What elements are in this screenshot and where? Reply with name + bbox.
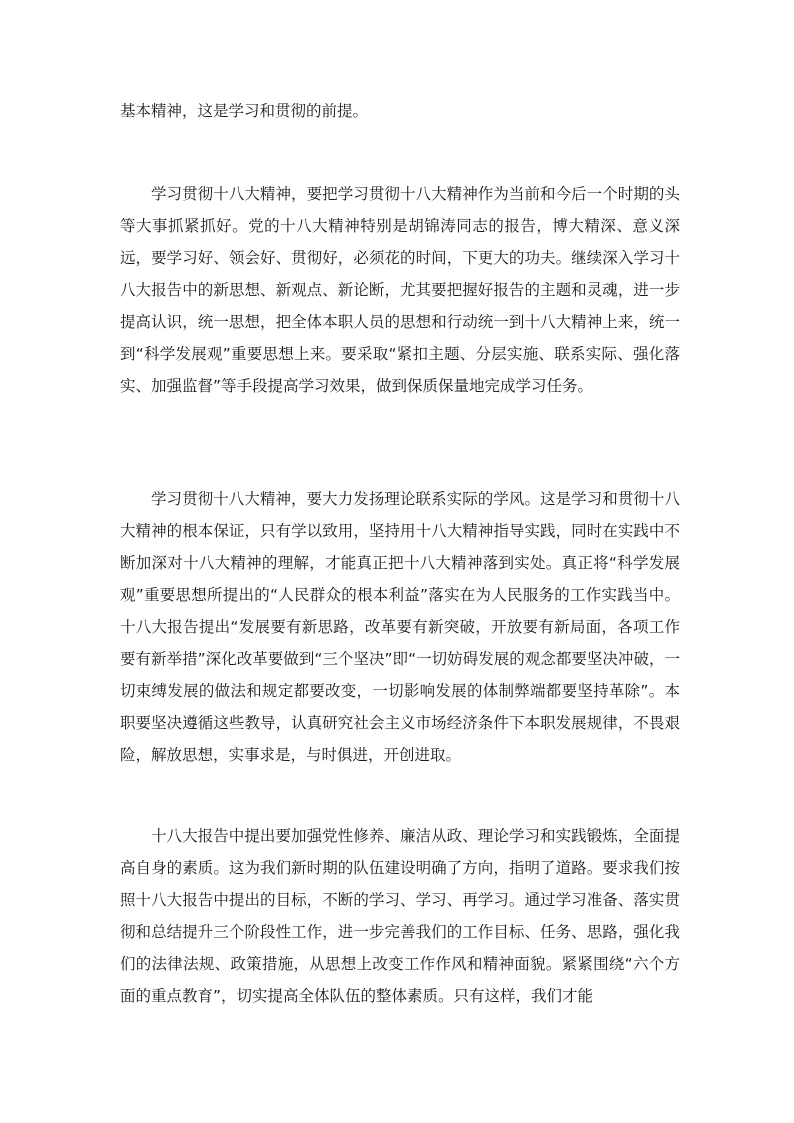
paragraph-theory-practice: 学习贯彻十八大精神，要大力发扬理论联系实际的学风。这是学习和贯彻十八大精神的根本保证，只有学以致用，坚持用十八大精神指导实践，同时在实践中不断加深对十八大精神的理解，才能真正把十八大精神落到实处。真正将“科学发展观”重要思想所提出的“人民群众的根本利益”落实在为人民服务的工作实践当中。十八大报告提出“发展要有新思路，改革要有新突破，开放要有新局面，各项工作要有新举措”深化改革要做到“三个坚决”即“一切妨碍发展的观念都要坚决冲破，一切束缚发展的做法和规定都要改变，一切影响发展的体制弊端都要坚持革除”。本职要坚决遵循这些教导，认真研究社会主义市场经济条件下本职发展规律，不畏艰险，解放思想，实事求是，与时俱进，开创进取。 [120,490,680,764]
paragraph-study-priority: 学习贯彻十八大精神，要把学习贯彻十八大精神作为当前和今后一个时期的头等大事抓紧抓好。党的十八大精神特别是胡锦涛同志的报告，博大精深、意义深远，要学习好、领会好、贯彻好，必须花的时间，下更大的功夫。继续深入学习十八大报告中的新思想、新观点、新论断，尤其要把握好报告的主题和灵魂，进一步提高认识，统一思想，把全体本职人员的思想和行动统一到十八大精神上来，统一到“科学发展观”重要思想上来。要采取“紧扣主题、分层实施、联系实际、强化落实、加强监督”等手段提高学习效果，做到保质保量地完成学习任务。 [120,185,680,395]
paragraph-self-quality: 十八大报告中提出要加强党性修养、廉洁从政、理论学习和实践锻炼，全面提高自身的素质。这为我们新时期的队伍建设明确了方向，指明了道路。要求我们按照十八大报告中提出的目标，不断的学习、学习、再学习。通过学习准备、落实贯彻和总结提升三个阶段性工作，进一步完善我们的工作目标、任务、思路，强化我们的法律法规、政策措施，从思想上改变工作作风和精神面貌。紧紧围绕“六个方面的重点教育”，切实提高全体队伍的整体素质。只有这样，我们才能 [120,827,680,1005]
paragraph-continuation: 基本精神，这是学习和贯彻的前提。 [120,102,369,120]
